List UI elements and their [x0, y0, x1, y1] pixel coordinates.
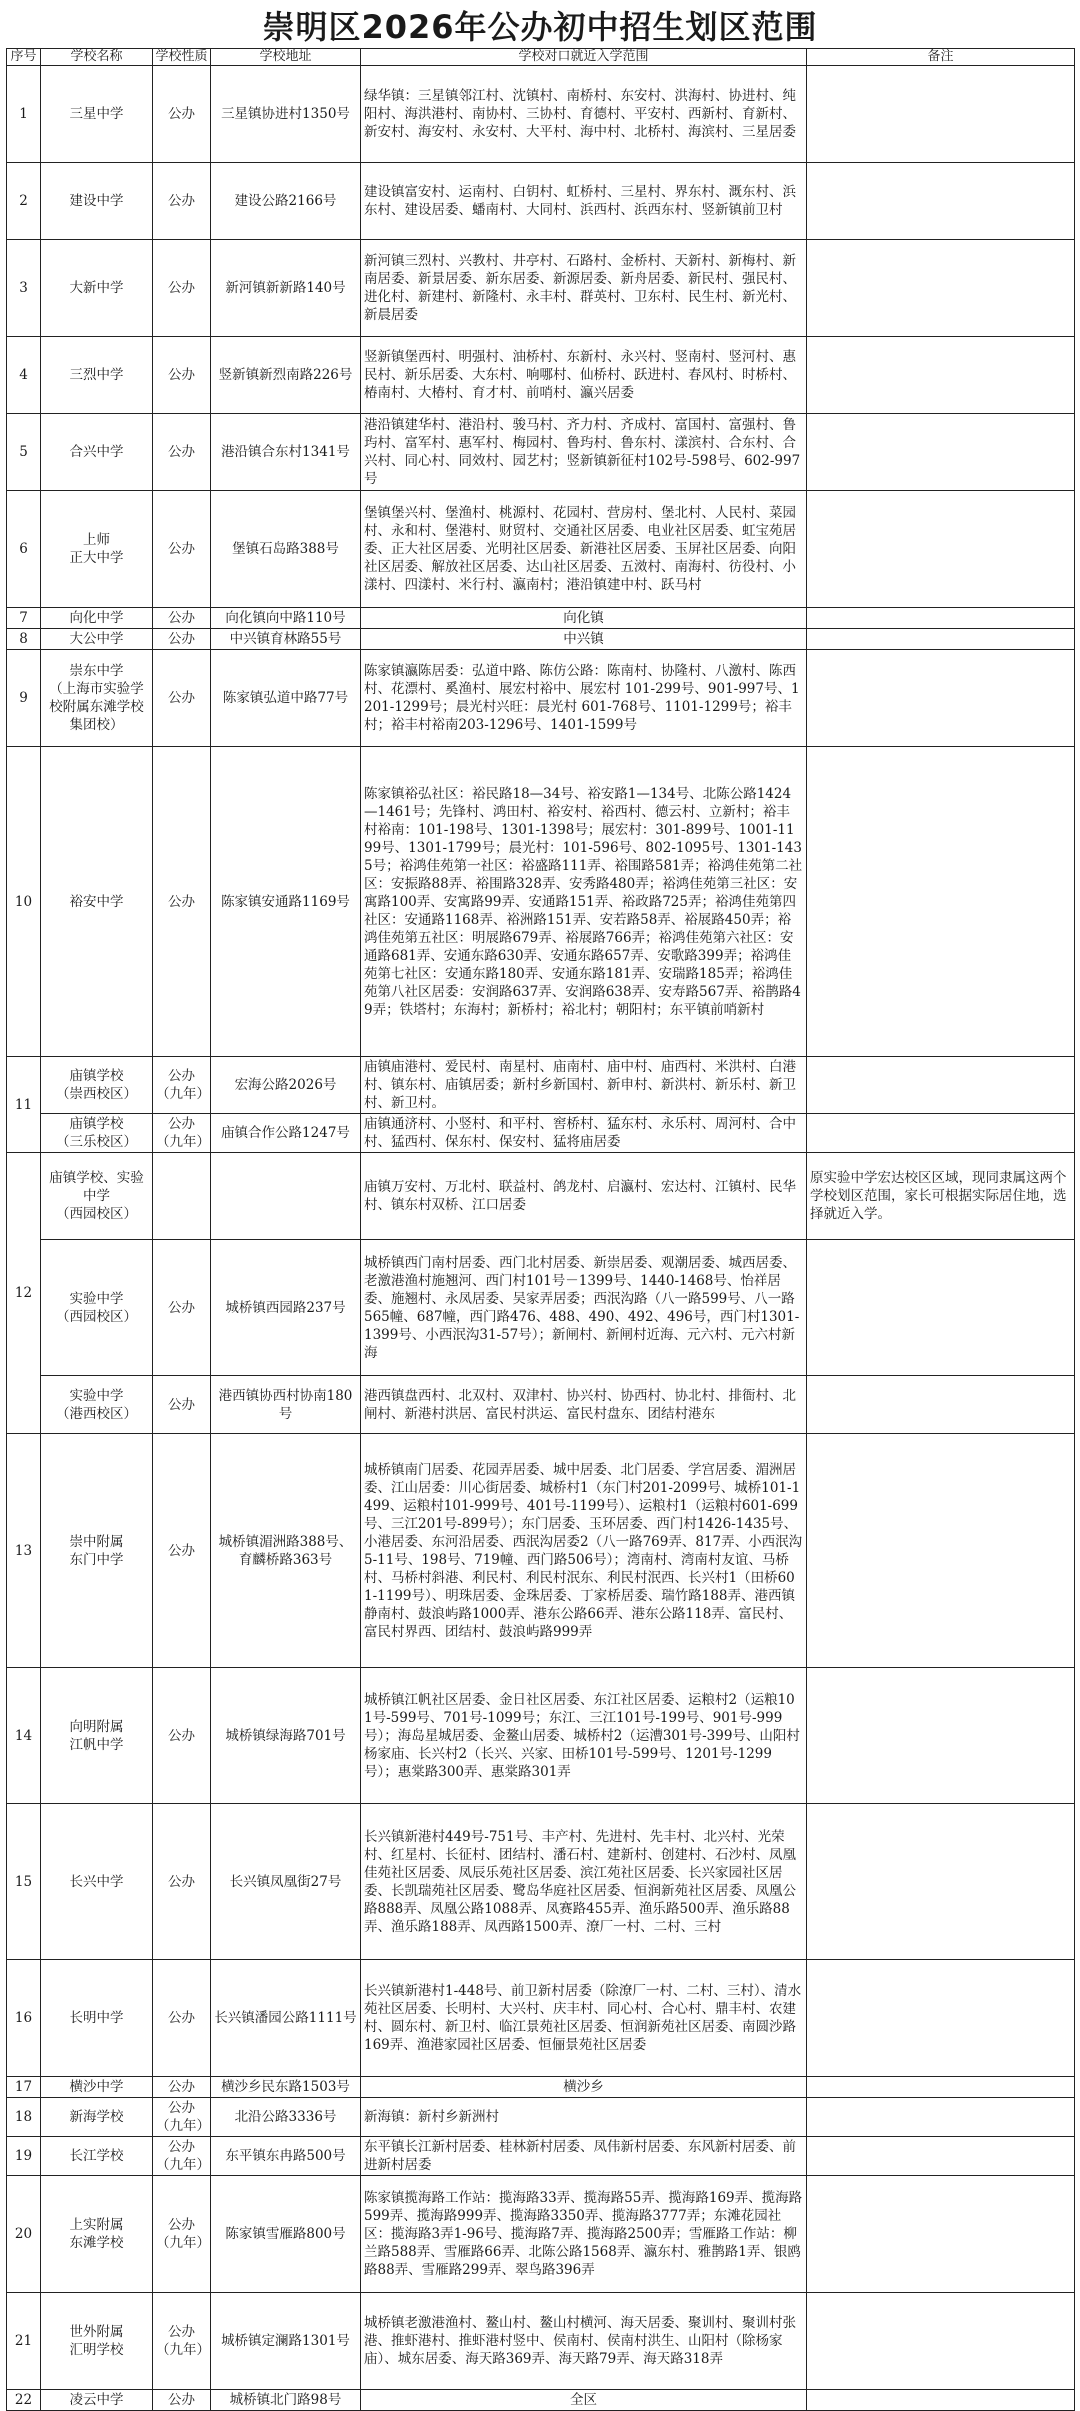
seq-cell: 16 [7, 1960, 41, 2077]
note-cell [807, 608, 1075, 629]
school-address-cell: 建设公路2166号 [211, 163, 361, 240]
table-row [7, 1434, 1075, 1668]
school-type-cell: 公办 （九年） [153, 2176, 211, 2293]
school-type-cell: 公办 （九年） [153, 2098, 211, 2137]
seq-cell: 10 [7, 747, 41, 1057]
seq-cell: 3 [7, 240, 41, 337]
enrollment-scope-cell: 陈家镇揽海路工作站：揽海路33弄、揽海路55弄、揽海路169弄、揽海路599弄、揽海路999弄、揽海路3350弄、揽海路3777弄；东滩花园社区：揽海路3弄1-96号、揽海路7弄、揽海路2500弄；雪雁路工作站：柳兰路588弄、雪雁路66弄、北陈公路1568弄、瀛东村、雅鹊路1弄、银鸥路88弄、雪雁路299弄、翠鸟路396弄 [361, 2176, 807, 2293]
enrollment-scope-cell: 长兴镇新港村1-448号、前卫新村居委（除潦厂一村、二村、三村）、清水苑社区居委、长明村、大兴村、庆丰村、同心村、合心村、鼎丰村、农建村、圆东村、新卫村、临江景苑社区居委、恒润新苑社区居委、南圆沙路169弄、渔港家园社区居委、恒俪景苑社区居委 [361, 1960, 807, 2077]
school-type-cell: 公办 [153, 2390, 211, 2411]
enrollment-scope-cell: 新海镇：新村乡新洲村 [361, 2098, 807, 2137]
seq-cell: 4 [7, 337, 41, 414]
school-address-cell [211, 1153, 361, 1240]
school-name-cell: 新海学校 [41, 2098, 153, 2137]
school-name-cell: 三烈中学 [41, 337, 153, 414]
note-cell [807, 414, 1075, 491]
school-type-cell: 公办 [153, 1240, 211, 1376]
table-row [7, 608, 1075, 629]
school-type-cell: 公办 （九年） [153, 2293, 211, 2390]
school-name-cell: 裕安中学 [41, 747, 153, 1057]
enrollment-scope-cell: 城桥镇南门居委、花园弄居委、城中居委、北门居委、学宫居委、湄洲居委、江山居委：川心街居委、城桥村1（东门村201-2099号、城桥101-1499、运粮村101-999号、401号-1199号）、运粮村1（运粮村601-699号、三江201号-899号）；东门居委、玉环居委、西门村1426-1435号、小港居委、东河沿居委、西泯沟居委2（八一路769弄、817弄、小西泯沟5-11号、198号、719幢、西门路506号）；湾南村、湾南村友谊、马桥村、马桥村斜港、利民村、利民村泯东、利民村泯西、长兴村1（田桥601-1199号）、明珠居委、金珠居委、丁家桥居委、瑞竹路188弄、港西镇静南村、鼓浪屿路1000弄、港东公路66弄、港东公路118弄、富民村、富民村界西、团结村、鼓浪屿路999弄 [361, 1434, 807, 1668]
table-header-row [7, 49, 1075, 66]
table-row [7, 650, 1075, 747]
school-name-cell: 世外附属 汇明学校 [41, 2293, 153, 2390]
table-row [7, 66, 1075, 163]
table-row [7, 2293, 1075, 2390]
school-type-cell: 公办 [153, 240, 211, 337]
note-cell [807, 2098, 1075, 2137]
enrollment-scope-cell: 陈家镇瀛陈居委：弘道中路、陈仿公路：陈南村、协隆村、八激村、陈西村、花漂村、奚渔村、展宏村裕中、展宏村 101-299号、901-997号、1201-1299号；晨光村兴旺：晨光村 601-768号、1101-1299号；裕丰村；裕丰村裕南203-1296号、1401-1599号 [361, 650, 807, 747]
school-address-cell: 陈家镇安通路1169号 [211, 747, 361, 1057]
school-name-cell: 大新中学 [41, 240, 153, 337]
note-cell [807, 1376, 1075, 1434]
table-row [7, 414, 1075, 491]
enrollment-scope-cell: 堡镇堡兴村、堡渔村、桃源村、花园村、营房村、堡北村、人民村、菜园村、永和村、堡港村、财贸村、交通社区居委、电业社区居委、虹宝苑居委、正大社区居委、光明社区居委、新港社区居委、玉屏社区居委、向阳社区居委、解放社区居委、达山社区居委、五滧村、南海村、彷役村、小漾村、四漾村、米行村、瀛南村；港沿镇建中村、跃马村 [361, 491, 807, 608]
school-address-cell: 港沿镇合东村1341号 [211, 414, 361, 491]
table-row [7, 1057, 1075, 1114]
enrollment-scope-cell: 城桥镇江帆社区居委、金日社区居委、东江社区居委、运粮村2（运粮101号-599号、701号-1099号；东江、三江101号-199号、901号-999号）；海岛星城居委、金鳌山居委、城桥村2（运漕301号-399号、山阳村杨家庙、长兴村2（长兴、兴家、田桥101号-599号、1201号-1299号）；惠棠路300弄、惠棠路301弄 [361, 1668, 807, 1804]
document-title: 崇明区2026年公办初中招生划区范围 [262, 8, 818, 46]
school-name-cell: 长兴中学 [41, 1804, 153, 1960]
note-cell [807, 747, 1075, 1057]
header-enrollment-scope: 学校对口就近入学范围 [361, 49, 807, 66]
school-address-cell: 东平镇东冉路500号 [211, 2137, 361, 2176]
school-address-cell: 港西镇协西村协南180号 [211, 1376, 361, 1434]
enrollment-scope-cell: 长兴镇新港村449号-751号、丰产村、先进村、先丰村、北兴村、光荣村、红星村、长征村、团结村、潘石村、建新村、创建村、石沙村、凤凰佳苑社区居委、凤辰乐苑社区居委、滨江苑社区居委、长兴家园社区居委、长凯瑞苑社区居委、鹭岛华庭社区居委、恒润新苑社区居委、凤凰公路888弄、凤凰公路1088弄、凤赛路455弄、渔乐路500弄、渔乐路88弄、渔乐路188弄、凤西路1500弄、潦厂一村、二村、三村 [361, 1804, 807, 1960]
table-row [7, 747, 1075, 1057]
school-name-cell: 凌云中学 [41, 2390, 153, 2411]
note-cell [807, 2077, 1075, 2098]
school-name-cell: 大公中学 [41, 629, 153, 650]
table-row [7, 2390, 1075, 2411]
school-address-cell: 城桥镇北门路98号 [211, 2390, 361, 2411]
seq-cell: 8 [7, 629, 41, 650]
header-school-address: 学校地址 [211, 49, 361, 66]
seq-cell: 12 [7, 1153, 41, 1434]
school-address-cell: 中兴镇育林路55号 [211, 629, 361, 650]
note-cell [807, 1668, 1075, 1804]
school-type-cell: 公办 [153, 1434, 211, 1668]
enrollment-scope-cell: 庙镇万安村、万北村、联益村、鸽龙村、启瀛村、宏达村、江镇村、民华村、镇东村双桥、江口居委 [361, 1153, 807, 1240]
note-cell [807, 2390, 1075, 2411]
school-name-cell: 向化中学 [41, 608, 153, 629]
school-type-cell: 公办 [153, 2077, 211, 2098]
school-type-cell: 公办 （九年） [153, 1114, 211, 1153]
seq-cell: 22 [7, 2390, 41, 2411]
seq-cell: 9 [7, 650, 41, 747]
school-type-cell: 公办 [153, 1668, 211, 1804]
enrollment-scope-cell: 绿华镇：三星镇邻江村、沈镇村、南桥村、东安村、洪海村、协进村、纯阳村、海洪港村、南协村、三协村、育德村、平安村、西新村、育新村、新安村、海安村、永安村、大平村、海中村、北桥村、海滨村、三星居委 [361, 66, 807, 163]
school-name-cell: 长江学校 [41, 2137, 153, 2176]
enrollment-scope-cell: 中兴镇 [361, 629, 807, 650]
table-row [7, 2098, 1075, 2137]
seq-cell: 2 [7, 163, 41, 240]
table-row [7, 1240, 1075, 1376]
note-cell [807, 2137, 1075, 2176]
school-type-cell: 公办 [153, 1804, 211, 1960]
school-type-cell: 公办 [153, 1376, 211, 1434]
school-name-cell: 实验中学 （港西校区） [41, 1376, 153, 1434]
note-cell [807, 2293, 1075, 2390]
school-name-cell: 庙镇学校、实验中学 （西园校区） [41, 1153, 153, 1240]
school-address-cell: 长兴镇凤凰街27号 [211, 1804, 361, 1960]
enrollment-scope-cell: 竖新镇堡西村、明强村、油桥村、东新村、永兴村、竖南村、竖河村、惠民村、新乐居委、大东村、响哪村、仙桥村、跃进村、春风村、时桥村、椿南村、大椿村、育才村、前哨村、瀛兴居委 [361, 337, 807, 414]
table-row [7, 2176, 1075, 2293]
seq-cell: 5 [7, 414, 41, 491]
school-address-cell: 陈家镇雪雁路800号 [211, 2176, 361, 2293]
school-name-cell: 崇东中学 （上海市实验学校附属东滩学校集团校） [41, 650, 153, 747]
school-type-cell: 公办 [153, 608, 211, 629]
school-type-cell: 公办 （九年） [153, 2137, 211, 2176]
school-type-cell: 公办 [153, 629, 211, 650]
seq-cell: 19 [7, 2137, 41, 2176]
note-cell [807, 1240, 1075, 1376]
table-row [7, 240, 1075, 337]
header-school-type: 学校性质 [153, 49, 211, 66]
note-cell [807, 629, 1075, 650]
school-name-cell: 横沙中学 [41, 2077, 153, 2098]
seq-cell: 6 [7, 491, 41, 608]
note-cell [807, 163, 1075, 240]
school-name-cell: 合兴中学 [41, 414, 153, 491]
school-type-cell: 公办 [153, 1960, 211, 2077]
school-type-cell: 公办 [153, 163, 211, 240]
school-address-cell: 城桥镇湄洲路388号、育麟桥路363号 [211, 1434, 361, 1668]
enrollment-scope-cell: 庙镇庙港村、爱民村、南星村、庙南村、庙中村、庙西村、米洪村、白港村、镇东村、庙镇居委；新村乡新国村、新申村、新洪村、新乐村、新卫村、新卫村。 [361, 1057, 807, 1114]
seq-cell: 13 [7, 1434, 41, 1668]
header-school-name: 学校名称 [41, 49, 153, 66]
school-type-cell [153, 1153, 211, 1240]
enrollment-scope-cell: 横沙乡 [361, 2077, 807, 2098]
enrollment-scope-cell: 港沿镇建华村、港沿村、骏马村、齐力村、齐成村、富国村、富强村、鲁玙村、富军村、惠军村、梅园村、鲁玙村、鲁东村、漾滨村、合东村、合兴村、同心村、同效村、园艺村；竖新镇新征村102号-598号、602-997号 [361, 414, 807, 491]
school-address-cell: 新河镇新新路140号 [211, 240, 361, 337]
enrollment-scope-cell: 庙镇通济村、小竖村、和平村、窖桥村、猛东村、永乐村、周河村、合中村、猛西村、保东村、保安村、猛将庙居委 [361, 1114, 807, 1153]
note-cell [807, 650, 1075, 747]
table-row [7, 629, 1075, 650]
enrollment-scope-cell: 新河镇三烈村、兴教村、井亭村、石路村、金桥村、天新村、新梅村、新南居委、新景居委、新东居委、新源居委、新舟居委、新民村、强民村、进化村、新建村、新隆村、永丰村、群英村、卫东村、民生村、新光村、新晨居委 [361, 240, 807, 337]
enrollment-scope-cell: 城桥镇老激港渔村、鳌山村、鳌山村横河、海天居委、聚训村、聚训村张港、推虾港村、推虾港村竖中、侯南村、侯南村洪生、山阳村（除杨家庙）、城东居委、海天路369弄、海天路79弄、海天路318弄 [361, 2293, 807, 2390]
school-address-cell: 三星镇协进村1350号 [211, 66, 361, 163]
school-address-cell: 横沙乡民东路1503号 [211, 2077, 361, 2098]
note-cell [807, 337, 1075, 414]
enrollment-table [6, 48, 1075, 2411]
seq-cell: 17 [7, 2077, 41, 2098]
enrollment-scope-cell: 建设镇富安村、运南村、白钥村、虹桥村、三星村、界东村、溉东村、浜东村、建设居委、蟠南村、大同村、浜西村、浜西东村、竖新镇前卫村 [361, 163, 807, 240]
school-address-cell: 堡镇石岛路388号 [211, 491, 361, 608]
seq-cell: 11 [7, 1057, 41, 1153]
school-name-cell: 建设中学 [41, 163, 153, 240]
school-type-cell: 公办 [153, 747, 211, 1057]
school-name-cell: 三星中学 [41, 66, 153, 163]
school-address-cell: 庙镇合作公路1247号 [211, 1114, 361, 1153]
note-cell [807, 1114, 1075, 1153]
note-cell [807, 240, 1075, 337]
note-cell [807, 491, 1075, 608]
note-cell [807, 1057, 1075, 1114]
school-address-cell: 竖新镇新烈南路226号 [211, 337, 361, 414]
header-note: 备注 [807, 49, 1075, 66]
school-name-cell: 庙镇学校 （三乐校区） [41, 1114, 153, 1153]
school-address-cell: 城桥镇西园路237号 [211, 1240, 361, 1376]
note-cell: 原实验中学宏达校区区域，现同隶属这两个学校划区范围，家长可根据实际居住地，选择就近入学。 [807, 1153, 1075, 1240]
school-name-cell: 实验中学 （西园校区） [41, 1240, 153, 1376]
school-address-cell: 城桥镇定澜路1301号 [211, 2293, 361, 2390]
table-row [7, 163, 1075, 240]
note-cell [807, 1804, 1075, 1960]
enrollment-scope-cell: 城桥镇西门南村居委、西门北村居委、新崇居委、观潮居委、城西居委、老激港渔村施翘河、西门村101号－1399号、1440-1468号、怡祥居委、施翘村、永凤居委、吴家弄居委；西泯沟路（八一路599号、八一路565幢、687幢，西门路476、488、490、492、496号，西门村1301-1399号、小西泯沟31-57号）；新闸村、新闸村近海、元六村、元六村新海 [361, 1240, 807, 1376]
school-type-cell: 公办 [153, 491, 211, 608]
school-name-cell: 上实附属 东滩学校 [41, 2176, 153, 2293]
seq-cell: 7 [7, 608, 41, 629]
note-cell [807, 1960, 1075, 2077]
school-address-cell: 城桥镇绿海路701号 [211, 1668, 361, 1804]
school-type-cell: 公办 [153, 414, 211, 491]
school-name-cell: 向明附属 江帆中学 [41, 1668, 153, 1804]
table-row [7, 1804, 1075, 1960]
school-type-cell: 公办 [153, 66, 211, 163]
table-row [7, 1153, 1075, 1240]
table-row [7, 1376, 1075, 1434]
table-row [7, 1960, 1075, 2077]
school-address-cell: 陈家镇弘道中路77号 [211, 650, 361, 747]
school-address-cell: 向化镇向中路110号 [211, 608, 361, 629]
seq-cell: 1 [7, 66, 41, 163]
school-name-cell: 崇中附属 东门中学 [41, 1434, 153, 1668]
note-cell [807, 1434, 1075, 1668]
school-address-cell: 宏海公路2026号 [211, 1057, 361, 1114]
table-row [7, 1668, 1075, 1804]
seq-cell: 14 [7, 1668, 41, 1804]
header-seq: 序号 [7, 49, 41, 66]
seq-cell: 15 [7, 1804, 41, 1960]
school-name-cell: 庙镇学校 （崇西校区） [41, 1057, 153, 1114]
table-row [7, 1114, 1075, 1153]
school-type-cell: 公办 （九年） [153, 1057, 211, 1114]
enrollment-scope-cell: 全区 [361, 2390, 807, 2411]
enrollment-scope-cell: 向化镇 [361, 608, 807, 629]
enrollment-scope-cell: 陈家镇裕弘社区：裕民路18—34号、裕安路1—134号、北陈公路1424—1461号；先锋村、鸿田村、裕安村、裕西村、德云村、立新村；裕丰村裕南：101-198号、1301-1398号；展宏村：301-899号、1001-1199号、1301-1799号；晨光村：101-596号、802-1095号、1301-1435号；裕鸿佳苑第一社区：裕盛路111弄、裕围路581弄；裕鸿佳苑第二社区：安振路88弄、裕围路328弄、安秀路480弄；裕鸿佳苑第三社区：安寓路100弄、安寓路99弄、安通路151弄、裕政路725弄；裕鸿佳苑第四社区：安通路1168弄、裕洲路151弄、安若路58弄、裕展路450弄；裕鸿佳苑第五社区：明展路679弄、裕展路766弄；裕鸿佳苑第六社区：安通路681弄、安通东路630弄、安通东路657弄、安歌路399弄；裕鸿佳苑第七社区：安通东路180弄、安通东路181弄、安瑞路185弄；裕鸿佳苑第八社区居委：安润路637弄、安润路638弄、安寿路567弄、裕鹊路49弄；铁塔村；东海村；新桥村；裕北村；朝阳村；东平镇前哨新村 [361, 747, 807, 1057]
enrollment-scope-cell: 港西镇盘西村、北双村、双津村、协兴村、协西村、协北村、排衙村、北闸村、新港村洪居、富民村洪运、富民村盘东、团结村港东 [361, 1376, 807, 1434]
school-address-cell: 长兴镇潘园公路1111号 [211, 1960, 361, 2077]
school-type-cell: 公办 [153, 650, 211, 747]
table-row [7, 491, 1075, 608]
note-cell [807, 66, 1075, 163]
table-row [7, 337, 1075, 414]
school-type-cell: 公办 [153, 337, 211, 414]
school-address-cell: 北沿公路3336号 [211, 2098, 361, 2137]
table-row [7, 2137, 1075, 2176]
seq-cell: 20 [7, 2176, 41, 2293]
note-cell [807, 2176, 1075, 2293]
enrollment-scope-cell: 东平镇长江新村居委、桂林新村居委、凤伟新村居委、东风新村居委、前进新村居委 [361, 2137, 807, 2176]
school-name-cell: 上师 正大中学 [41, 491, 153, 608]
school-name-cell: 长明中学 [41, 1960, 153, 2077]
seq-cell: 21 [7, 2293, 41, 2390]
seq-cell: 18 [7, 2098, 41, 2137]
table-row [7, 2077, 1075, 2098]
